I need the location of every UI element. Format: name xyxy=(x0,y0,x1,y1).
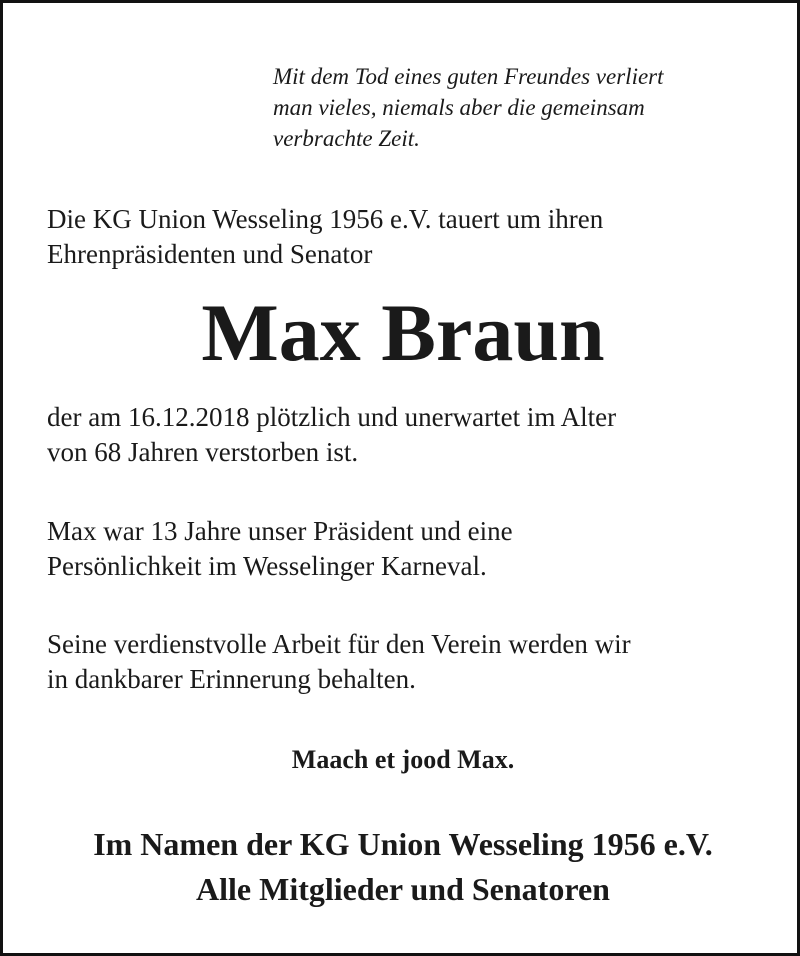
signature-line: Im Namen der KG Union Wesseling 1956 e.V. xyxy=(93,826,713,862)
memorial-quote xyxy=(273,61,773,154)
role-line: Persönlichkeit im Wesselinger Karneval. xyxy=(47,551,487,581)
signature-block xyxy=(3,822,800,912)
signature-line: Alle Mitglieder und Senatoren xyxy=(196,871,610,907)
death-line: von 68 Jahren verstorben ist. xyxy=(47,437,359,467)
quote-line: man vieles, niemals aber die gemeinsam xyxy=(273,95,645,120)
intro-paragraph xyxy=(47,202,767,272)
legacy-paragraph xyxy=(47,627,767,697)
quote-line: Mit dem Tod eines guten Freundes verliert xyxy=(273,64,664,89)
role-paragraph xyxy=(47,514,767,584)
farewell-line: Maach et jood Max. xyxy=(291,745,515,774)
legacy-line: Seine verdienstvolle Arbeit für den Verein werden wir xyxy=(47,629,631,659)
role-line: Max war 13 Jahre unser Präsident und eine xyxy=(47,516,513,546)
death-paragraph xyxy=(47,400,767,470)
intro-line: Die KG Union Wesseling 1956 e.V. tauert um ihren xyxy=(47,204,604,234)
legacy-line: in dankbarer Erinnerung behalten. xyxy=(47,664,416,694)
quote-line: verbrachte Zeit. xyxy=(273,126,420,151)
deceased-name: Max Braun xyxy=(201,287,605,378)
intro-line: Ehrenpräsidenten und Senator xyxy=(47,239,373,269)
death-line: der am 16.12.2018 plötzlich und unerwartet im Alter xyxy=(47,402,617,432)
